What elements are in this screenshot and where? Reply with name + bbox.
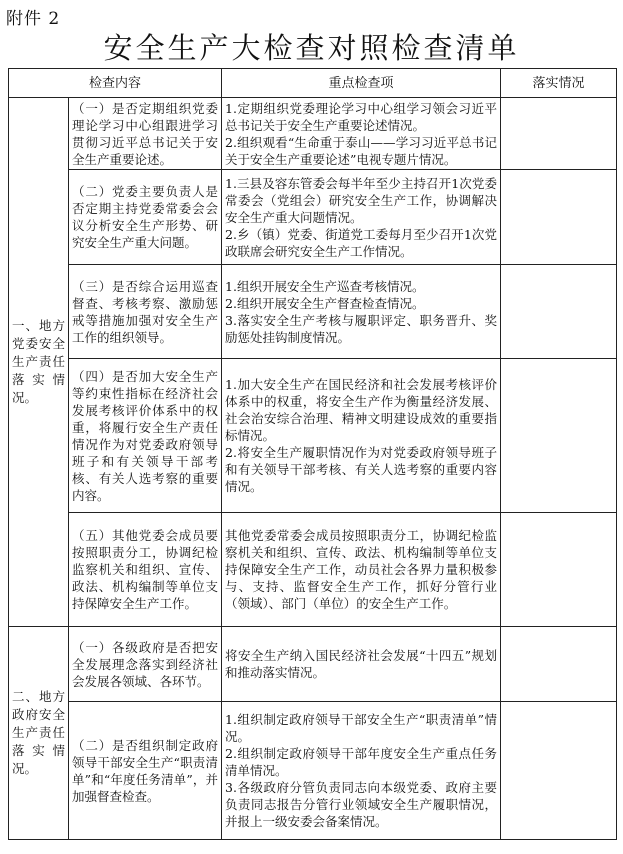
check-item: （一）各级政府是否把安全发展理念落实到经济社会发展各领域、各环节。 <box>69 627 222 702</box>
key-point: 2.组织观看“生命重于泰山——学习习近平总书记关于安全生产重要论述”电视专题片情况。 <box>225 134 498 167</box>
check-item: （二）是否组织制定政府领导干部安全生产“职责清单”和“年度任务清单”，并加强督查检查。 <box>69 702 222 840</box>
key-points <box>222 98 501 170</box>
check-item: （四）是否加大安全生产等约束性指标在经济社会发展考核评价体系中的权重，将履行安全生产责任情况作为对党委政府领导班子和有关领导干部考核、有关人选考察的重要内容。 <box>69 359 222 513</box>
table-row <box>9 627 617 702</box>
header-content: 检查内容 <box>9 69 222 98</box>
page-title: 安全生产大检查对照检查清单 <box>103 31 520 65</box>
implementation-cell[interactable] <box>501 359 617 513</box>
key-points <box>222 513 501 627</box>
key-points <box>222 702 501 840</box>
header-key-items: 重点检查项 <box>222 69 501 98</box>
table-row <box>9 98 617 170</box>
category-cell: 一、地方党委安全生产责任落实情况。 <box>9 98 69 627</box>
implementation-cell[interactable] <box>501 98 617 170</box>
table-row <box>9 513 617 627</box>
key-points <box>222 170 501 265</box>
key-point: 1.定期组织党委理论学习中心组学习领会习近平总书记关于安全生产重要论述情况。 <box>225 100 498 133</box>
table-row <box>9 170 617 265</box>
attachment-label: 附件 2 <box>6 9 61 29</box>
key-point: 1.三县及容东管委会每半年至少主持召开1次党委常委会（党组会）研究安全生产工作，协调解决安全生产重大问题情况。 <box>225 175 498 225</box>
implementation-cell[interactable] <box>501 702 617 840</box>
table-row <box>9 702 617 840</box>
implementation-cell[interactable] <box>501 513 617 627</box>
key-point: 3.各级政府分管负责同志向本级党委、政府主要负责同志报告分管行业领域安全生产履职情况，并报上一级安委会备案情况。 <box>225 780 498 829</box>
key-point: 3.落实安全生产考核与履职评定、职务晋升、奖励惩处挂钩制度情况。 <box>225 312 498 345</box>
check-item: （三）是否综合运用巡查督查、考核考察、激励惩戒等措施加强对安全生产工作的组织领导。 <box>69 265 222 359</box>
checklist-table <box>8 68 617 840</box>
key-point: 2.组织制定政府领导干部年度安全生产重点任务清单情况。 <box>225 746 498 778</box>
key-point: 2.乡（镇）党委、街道党工委每月至少召开1次党政联席会研究安全生产工作情况。 <box>225 226 498 259</box>
key-point: 其他党委常委会成员按照职责分工，协调纪检监察机关和组织、宣传、政法、机构编制等单位支持保障安全生产工作，动员社会各界力量积极参与、支持、监督安全生产工作，抓好分管行业（领域）、部门（单位）的安全生产工作。 <box>225 528 498 611</box>
implementation-cell[interactable] <box>501 265 617 359</box>
key-points <box>222 359 501 513</box>
key-points <box>222 265 501 359</box>
check-item: （二）党委主要负责人是否定期主持党委常委会会议分析安全生产形势、研究安全生产重大问题。 <box>69 170 222 265</box>
category-cell: 二、地方政府安全生产责任落实情况。 <box>9 627 69 840</box>
key-points <box>222 627 501 702</box>
key-point: 1.加大安全生产在国民经济和社会发展考核评价体系中的权重，将安全生产作为衡量经济发展、社会治安综合治理、精神文明建设成效的重要指标情况。 <box>225 377 498 443</box>
header-implementation: 落实情况 <box>501 69 617 98</box>
header-row <box>9 69 617 98</box>
check-item: （一）是否定期组织党委理论学习中心组跟进学习贯彻习近平总书记关于安全生产重要论述。 <box>69 98 222 170</box>
table-row <box>9 265 617 359</box>
key-point: 2.组织开展安全生产督查检查情况。 <box>225 295 425 311</box>
check-item: （五）其他党委会成员要按照职责分工，协调纪检监察机关和组织、宣传、政法、机构编制等单位支持保障安全生产工作。 <box>69 513 222 627</box>
table-row <box>9 359 617 513</box>
key-point: 2.将安全生产履职情况作为对党委政府领导班子和有关领导干部考核、有关人选考察的重要内容情况。 <box>225 445 498 494</box>
key-point: 1.组织制定政府领导干部安全生产“职责清单”情况。 <box>225 712 498 744</box>
implementation-cell[interactable] <box>501 170 617 265</box>
key-point: 1.组织开展安全生产巡查考核情况。 <box>225 278 425 294</box>
implementation-cell[interactable] <box>501 627 617 702</box>
key-point: 将安全生产纳入国民经济社会发展“十四五”规划和推动落实情况。 <box>225 648 498 680</box>
